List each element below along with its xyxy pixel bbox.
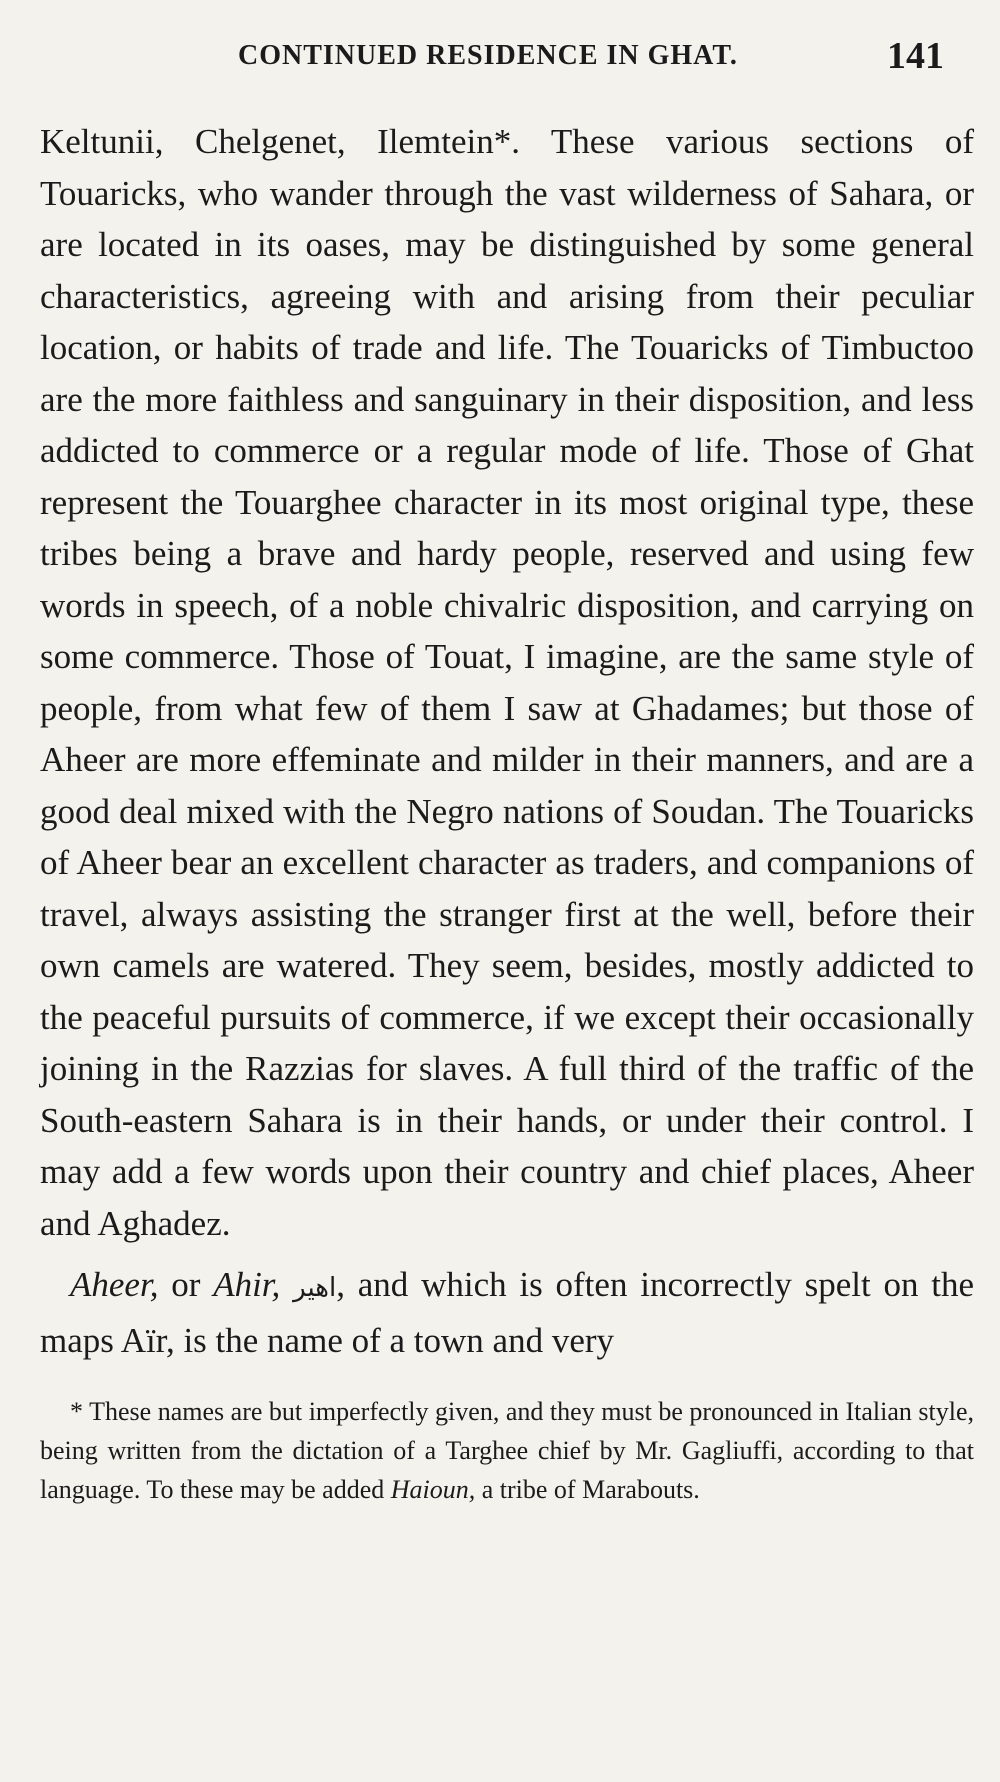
footnote-end: a tribe of Marabouts. [475, 1475, 700, 1504]
footnote-italic: Haioun, [390, 1475, 476, 1504]
term-aheer: Aheer, [70, 1265, 159, 1304]
term-ahir: Ahir, [213, 1265, 281, 1304]
paragraph-2 [40, 1259, 974, 1366]
body-text [40, 116, 974, 1366]
paragraph-1: Keltunii, Chelgenet, Ilemtein*. These various sections of Touaricks, who wander through the vast wilderness of Sahara, or are located in its oases, may be distinguished by some general characteristics, agreeing with and arising from their peculiar location, or habits of trade and life. The Touaricks of Timbuctoo are the more faithless and sanguinary in their disposition, and less addicted to commerce or a regular mode of life. Those of Ghat represent the Touarghee character in its most original type, these tribes being a brave and hardy people, reserved and using few words in speech, of a noble chivalric disposition, and carrying on some commerce. Those of Touat, I imagine, are the same style of people, from what few of them I saw at Ghadames; but those of Aheer are more effeminate and milder in their manners, and are a good deal mixed with the Negro nations of Soudan. The Touaricks of Aheer bear an excellent character as traders, and companions of travel, always assisting the stranger first at the well, before their own camels are watered. They seem, besides, mostly addicted to the peaceful pursuits of commerce, if we except their occasionally joining in the Razzias for slaves. A full third of the traffic of the South-eastern Sahara is in their hands, or under their control. I may add a few words upon their country and chief places, Aheer and Aghadez. [40, 122, 974, 1243]
running-head [40, 30, 974, 86]
arabic-word: اهير [293, 1273, 337, 1303]
running-title: CONTINUED RESIDENCE IN GHAT. [238, 40, 738, 71]
footnote [40, 1392, 974, 1509]
connector-or: or [158, 1265, 214, 1304]
page-number: 141 [887, 35, 944, 77]
paragraph-2-rest: , and which is often incorrectly spelt on the maps Aïr, is the name of a town and very [40, 1265, 975, 1360]
footnote-text: These names are but imperfectly given, and they must be pronounced in Italian style, being written from the dictation of a Targhee chief by Mr. Gagliuffi, according to that language. To these may be added [40, 1397, 975, 1504]
footnote-marker: * [70, 1397, 90, 1426]
